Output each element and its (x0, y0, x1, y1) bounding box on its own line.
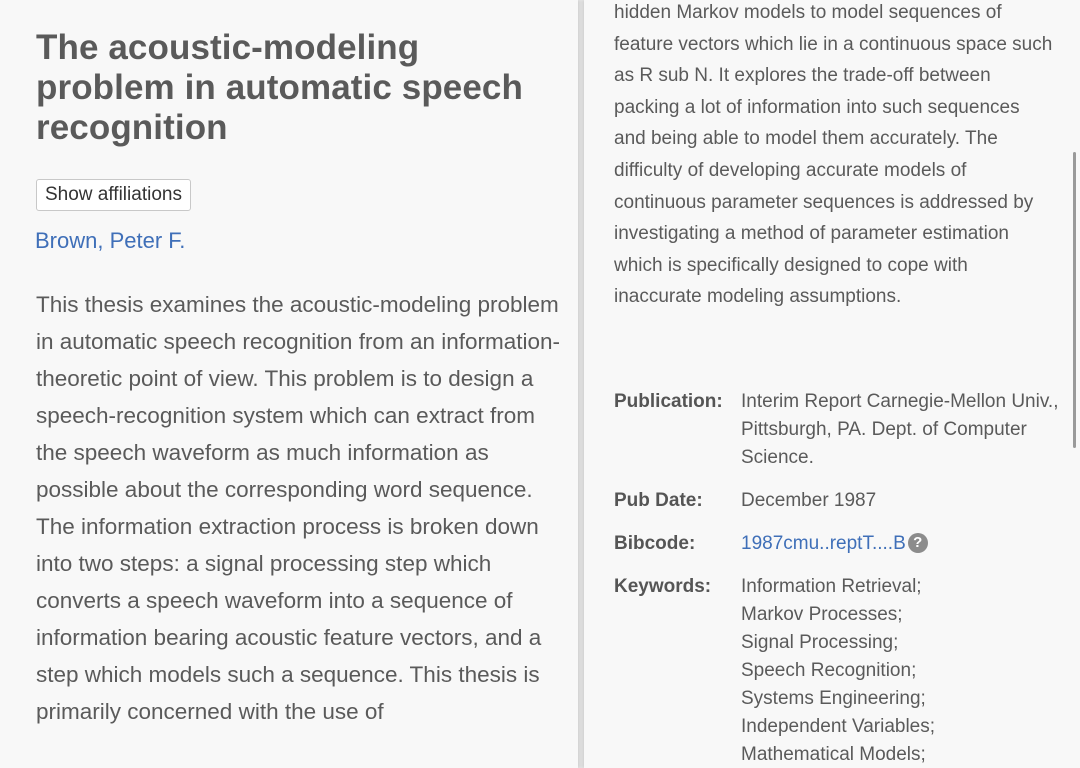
show-affiliations-button[interactable]: Show affiliations (36, 179, 191, 211)
author-link[interactable]: Brown, Peter F. (35, 228, 186, 253)
scrollbar[interactable] (1073, 152, 1076, 448)
keyword-item: Signal Processing; (741, 632, 899, 653)
keyword-item: Independent Variables; (741, 716, 936, 737)
keyword-item: Speech Recognition; (741, 660, 917, 681)
keyword-item: Mathematical Models; (741, 744, 926, 765)
pubdate-label: Pub Date: (614, 490, 703, 511)
keyword-item: Markov Processes; (741, 604, 903, 625)
publication-value: Interim Report Carnegie-Mellon Univ., Pittsburgh, PA. Dept. of Computer Science. (741, 391, 1059, 468)
pubdate-row (614, 487, 1064, 515)
metadata-table (614, 388, 1064, 768)
keywords-label: Keywords: (614, 576, 712, 597)
question-circle-icon[interactable]: ? (908, 533, 928, 553)
abstract-text: This thesis examines the acoustic-modeling problem in automatic speech recognition from an information-theoretic point of view. This problem is to design a speech-recognition system which can extract from the speech waveform as much information as possible about the corresponding word sequence. The information extraction process is broken down into two steps: a signal processing step which converts a speech waveform into a sequence of information bearing acoustic feature vectors, and a step which models such a sequence. This thesis is primarily concerned with the use of (36, 292, 561, 724)
bibcode-label: Bibcode: (614, 533, 696, 554)
bibcode-link[interactable]: 1987cmu..reptT....B (741, 533, 906, 554)
publication-label: Publication: (614, 391, 723, 412)
page-title: The acoustic-modeling problem in automatic speech recognition (36, 28, 523, 147)
abstract-panel-right (584, 0, 1080, 768)
keyword-item: Systems Engineering; (741, 688, 926, 709)
keywords-list (741, 573, 1064, 768)
bibcode-value (741, 530, 1064, 558)
pubdate-value: December 1987 (741, 490, 877, 511)
keyword-item: Information Retrieval; (741, 576, 922, 597)
abstract-text-continued: hidden Markov models to model sequences of feature vectors which lie in a continuous space such as R sub N. It explores the trade-off between packing a lot of information into such sequences and being able to model them accurately. The difficulty of developing accurate models of continuous parameter sequences is addressed by investigating a method of parameter estimation which is specifically designed to cope with inaccurate modeling assumptions. (614, 2, 1053, 308)
bibcode-row (614, 530, 1064, 558)
keywords-row (614, 573, 1064, 768)
publication-row (614, 388, 1064, 472)
